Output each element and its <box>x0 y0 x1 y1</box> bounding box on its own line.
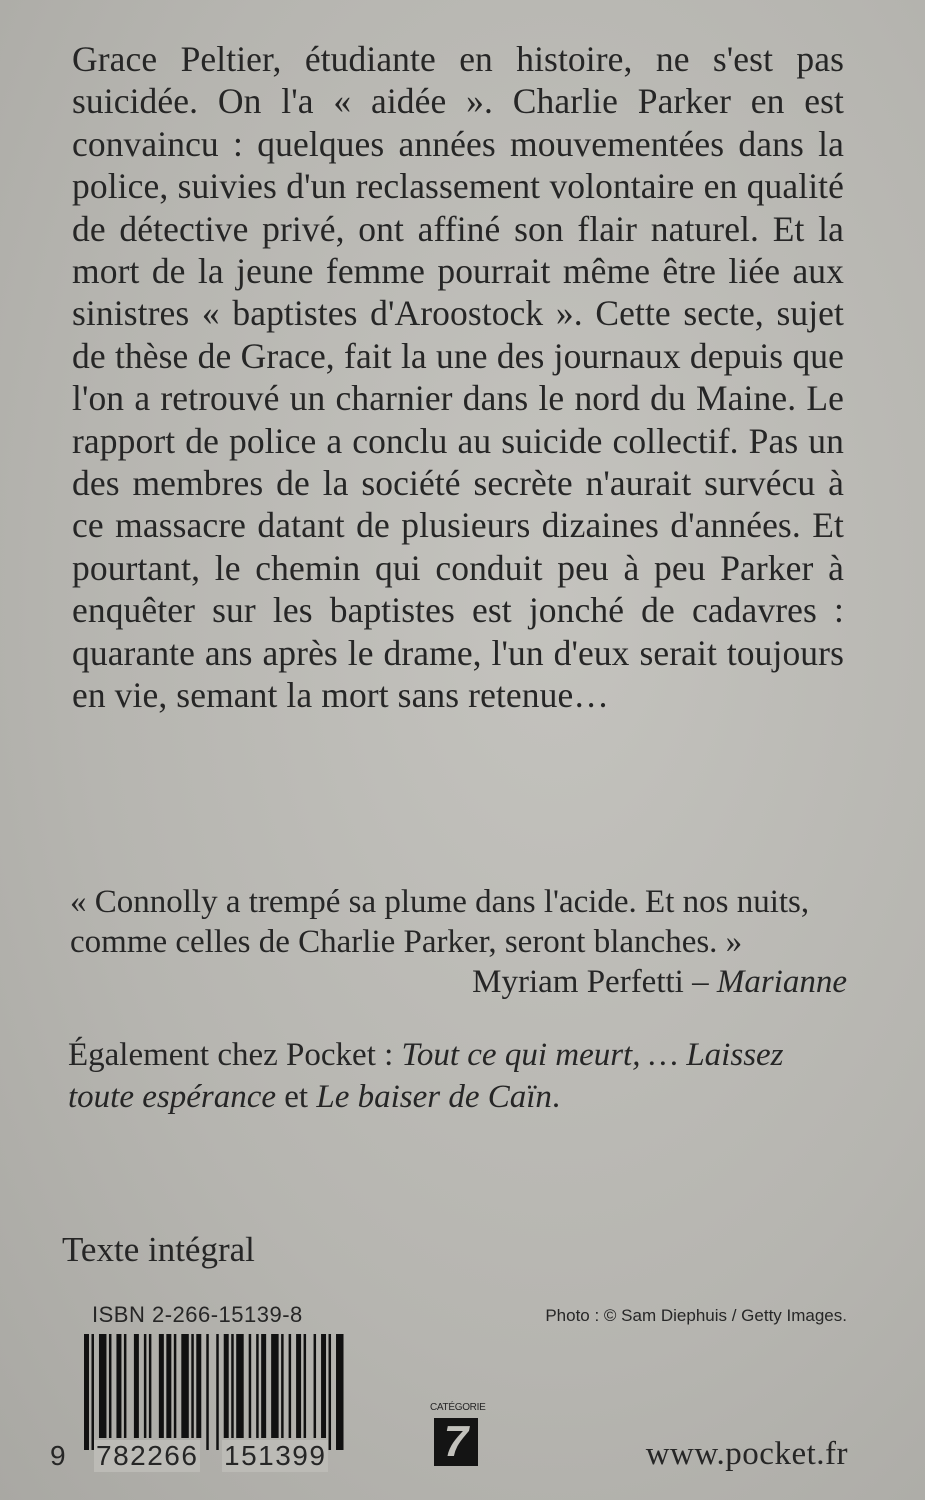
press-quote <box>70 882 850 962</box>
also-title-3: Le baiser de Caïn <box>316 1079 552 1115</box>
quote-author: Myriam Perfetti – <box>472 964 709 1000</box>
quote-attribution <box>472 964 847 1001</box>
texte-integral-label: Texte intégral <box>62 1230 255 1269</box>
also-connector: et <box>284 1079 309 1115</box>
also-title-1: Tout ce qui meurt, … <box>401 1037 679 1073</box>
category-label: CATÉGORIE <box>430 1402 486 1413</box>
back-cover-blurb: Grace Peltier, étudiante en histoire, ne s'est pas suicidée. On l'a « aidée ». Charlie Parker en est convaincu : quelques années mouvementées dans la police, suivies d'un reclassement volontaire en qualité de détective privé, ont affiné son flair naturel. Et la mort de la jeune femme pourrait même être liée aux sinistres « baptistes d'Aroostock ». Cette secte, sujet de thèse de Grace, fait la une des journaux depuis que l'on a retrouvé un charnier dans le nord du Maine. Le rapport de police a conclu au suicide collectif. Pas un des membres de la société secrète n'aurait survécu à ce massacre datant de plusieurs dizaines d'années. Et pourtant, le chemin qui conduit peu à peu Parker à enquêter sur les baptistes est jonché de cadavres : quarante ans après le drame, l'un d'eux serait toujours en vie, semant la mort sans retenue… <box>72 39 844 716</box>
barcode-first-digit: 9 <box>50 1440 66 1471</box>
isbn-number: ISBN 2-266-15139-8 <box>92 1302 303 1327</box>
barcode-icon <box>84 1334 346 1450</box>
barcode-group-2: 151399 <box>224 1440 327 1471</box>
also-title-2: Laissez toute espérance <box>68 1037 784 1115</box>
also-prefix: Également chez Pocket : <box>68 1037 394 1073</box>
also-end: . <box>551 1079 561 1115</box>
quote-line-1: « Connolly a trempé sa plume dans l'acide. Et nos nuits, <box>70 884 810 920</box>
barcode-digits <box>50 1440 350 1480</box>
quote-line-2: comme celles de Charlie Parker, seront blanches. » <box>70 924 743 960</box>
also-by-pocket <box>68 1034 848 1118</box>
photo-credit: Photo : © Sam Diephuis / Getty Images. <box>545 1306 847 1325</box>
publisher-url: www.pocket.fr <box>645 1436 848 1472</box>
category-value: 7 <box>434 1418 478 1466</box>
category-badge <box>430 1402 486 1472</box>
quote-source: Marianne <box>716 964 847 1000</box>
barcode-group-1: 782266 <box>96 1440 199 1471</box>
